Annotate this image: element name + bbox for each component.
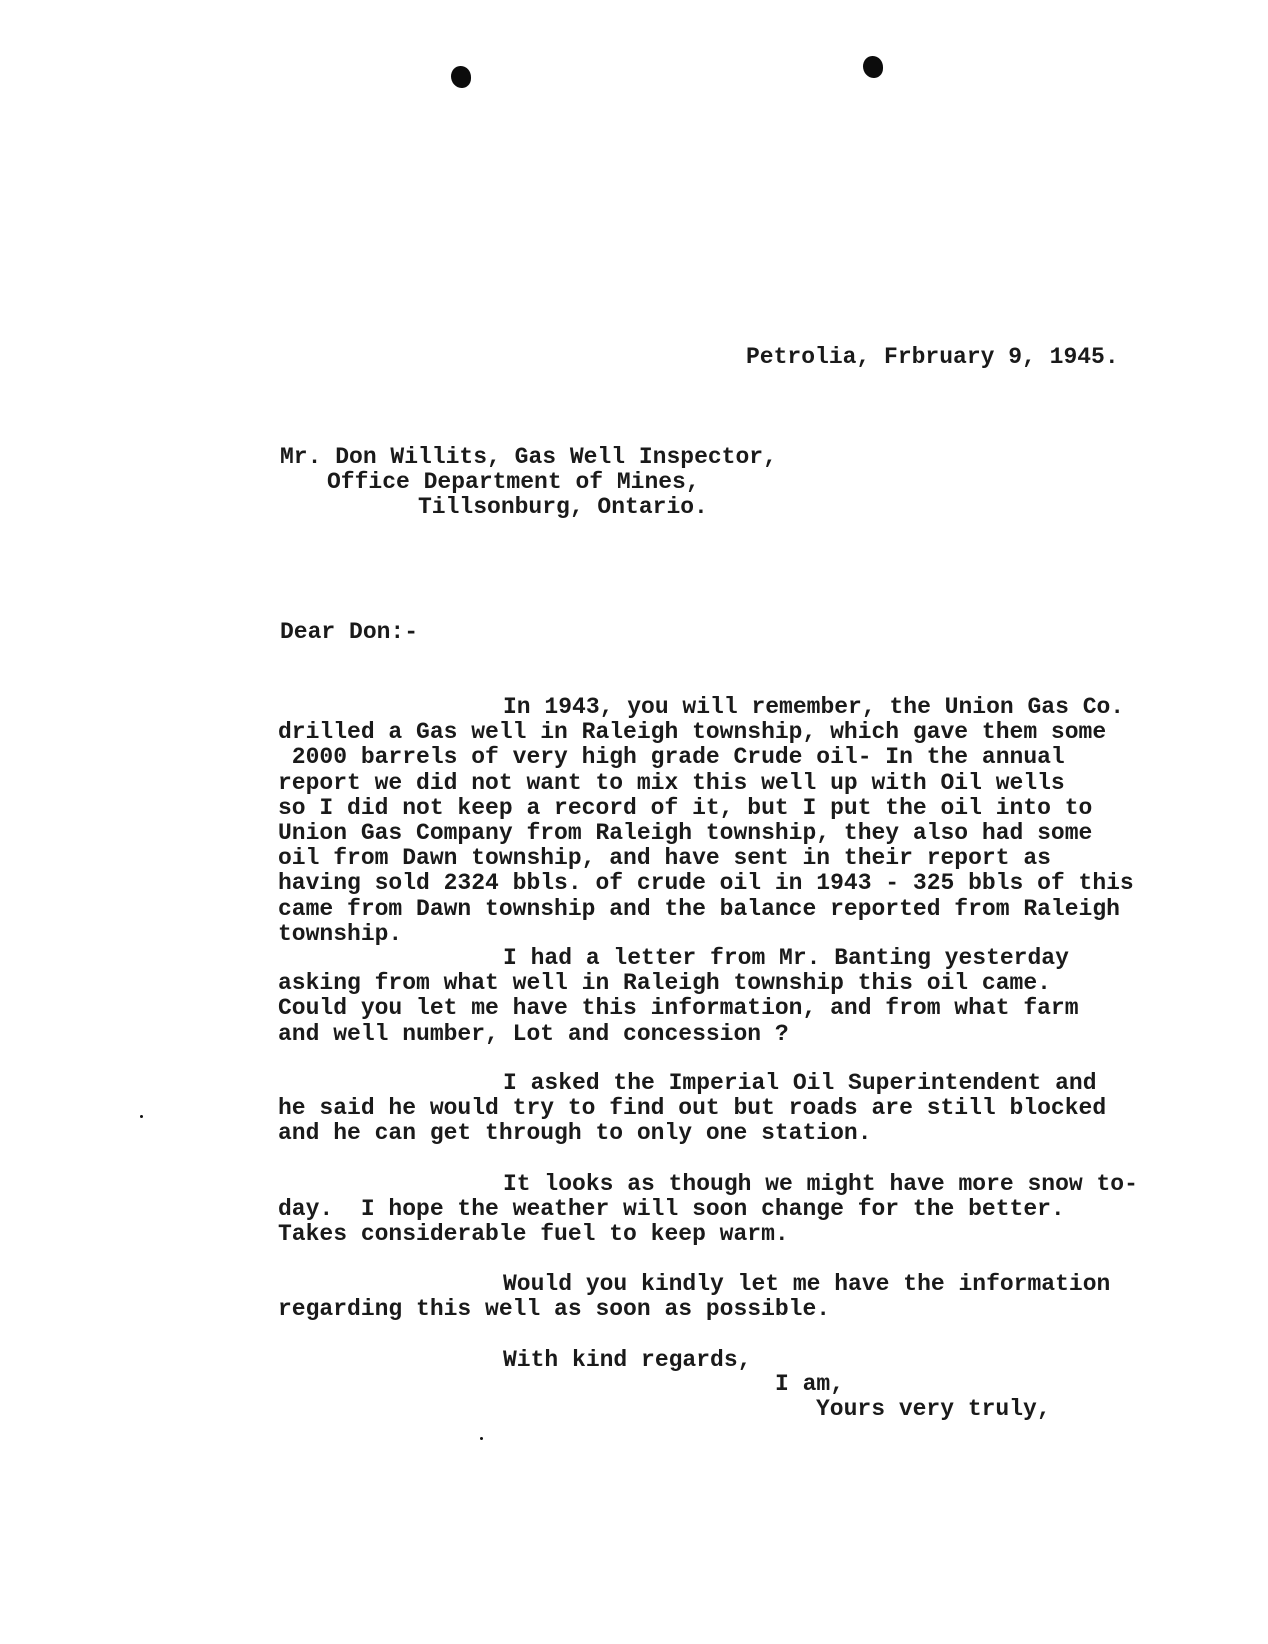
- paragraph-3: [278, 1071, 1238, 1147]
- paragraph-5: [278, 1272, 1238, 1322]
- paragraph-1: [278, 695, 1238, 947]
- paragraph-line: drilled a Gas well in Raleigh township, which gave them some: [278, 719, 1107, 746]
- address-line-1: Mr. Don Willits, Gas Well Inspector,: [280, 444, 777, 470]
- paragraph-line: Could you let me have this information, and from what farm: [278, 995, 1079, 1022]
- paragraph-2: [278, 946, 1238, 1047]
- paragraph-line: and he can get through to only one station.: [278, 1120, 872, 1147]
- paragraph-line: asking from what well in Raleigh township this oil came.: [278, 970, 1051, 997]
- paragraph-line: I asked the Imperial Oil Superintendent and: [503, 1070, 1097, 1096]
- paragraph-line: regarding this well as soon as possible.: [278, 1296, 831, 1323]
- closing-signoff: Yours very truly,: [816, 1396, 1051, 1422]
- paragraph-line: having sold 2324 bbls. of crude oil in 1943 - 325 bbls of this: [278, 870, 1134, 897]
- paragraph-line: township.: [278, 920, 403, 947]
- paragraph-line: oil from Dawn township, and have sent in their report as: [278, 845, 1051, 872]
- paragraph-line: Would you kindly let me have the information: [503, 1271, 1111, 1297]
- punch-hole-left: [451, 66, 471, 88]
- paragraph-line: Union Gas Company from Raleigh township, they also had some: [278, 820, 1093, 847]
- punch-hole-right: [863, 56, 883, 78]
- stray-speck: [140, 1115, 143, 1118]
- paragraph-line: Takes considerable fuel to keep warm.: [278, 1221, 789, 1248]
- paragraph-line: 2000 barrels of very high grade Crude oil- In the annual: [278, 744, 1065, 771]
- paragraph-line: I had a letter from Mr. Banting yesterday: [503, 945, 1069, 971]
- stray-speck: [480, 1437, 483, 1440]
- paragraph-line: report we did not want to mix this well up with Oil wells: [278, 769, 1065, 796]
- address-line-3: Tillsonburg, Ontario.: [418, 494, 708, 520]
- address-line-2: Office Department of Mines,: [327, 469, 700, 495]
- paragraph-line: In 1943, you will remember, the Union Gas Co.: [503, 694, 1125, 720]
- paragraph-line: and well number, Lot and concession ?: [278, 1020, 789, 1047]
- paragraph-line: came from Dawn township and the balance reported from Raleigh: [278, 895, 1120, 922]
- paragraph-line: he said he would try to find out but roads are still blocked: [278, 1095, 1107, 1122]
- paragraph-4: [278, 1172, 1238, 1248]
- closing-i-am: I am,: [775, 1371, 845, 1397]
- paragraph-line: day. I hope the weather will soon change for the better.: [278, 1196, 1065, 1223]
- salutation: Dear Don:-: [280, 619, 419, 645]
- closing-regards: With kind regards,: [503, 1347, 752, 1373]
- paragraph-line: It looks as though we might have more snow to-: [503, 1171, 1138, 1197]
- paragraph-line: so I did not keep a record of it, but I put the oil into to: [278, 794, 1093, 821]
- dateline: Petrolia, Frbruary 9, 1945.: [746, 344, 1119, 370]
